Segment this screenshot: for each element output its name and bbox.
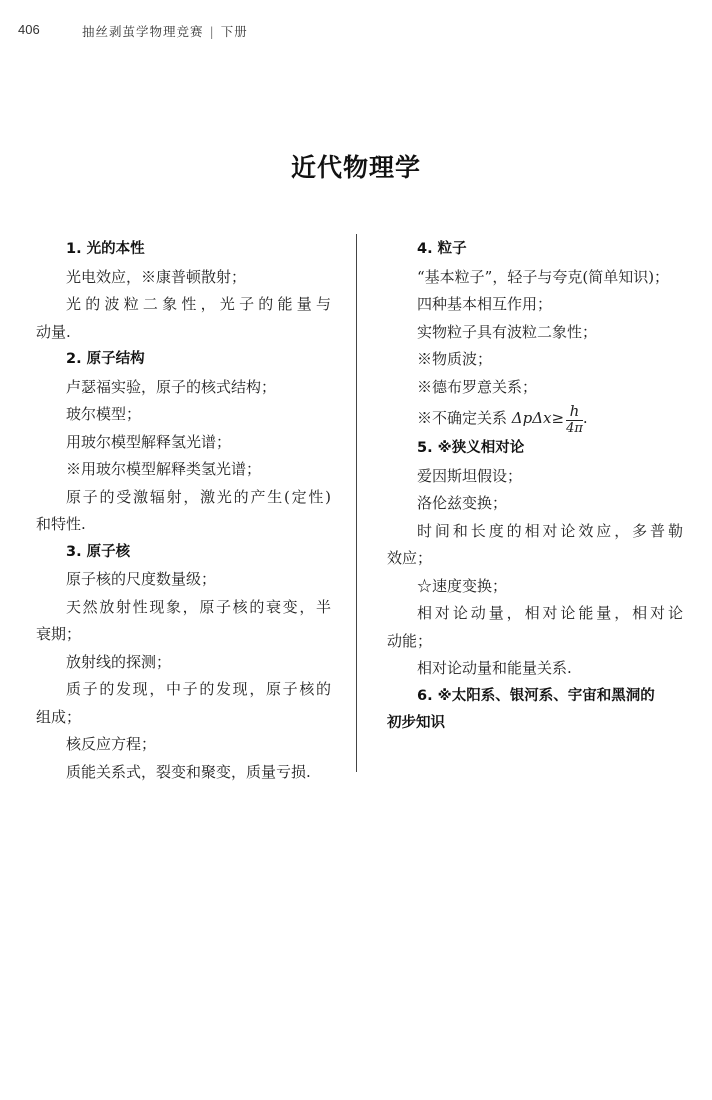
fraction-numerator: h (566, 404, 583, 421)
text-line: 相对论动量和能量关系. (417, 659, 572, 677)
text-line: 玻尔模型； (66, 405, 142, 423)
book-title: 抽丝剥茧学物理竞赛 (82, 24, 204, 39)
text-line: “基本粒子”，轻子与夸克(简单知识)； (417, 267, 670, 286)
formula-prefix: ※不确定关系 (417, 409, 512, 427)
volume-label: 下册 (220, 24, 248, 39)
text-line: ※用玻尔模型解释类氢光谱； (66, 460, 262, 478)
section-heading: 6. ※太阳系、银河系、宇宙和黑洞的 (417, 687, 655, 704)
text-line: 时间和长度的相对论效应，多普勒 (417, 521, 683, 540)
section-heading: 5. ※狭义相对论 (417, 440, 525, 456)
text-line: 天然放射性现象，原子核的衰变，半 (66, 597, 331, 616)
page-number: 406 (18, 22, 40, 37)
uncertainty-relation-line (387, 401, 683, 435)
text-line: 爱因斯坦假设； (417, 466, 523, 485)
text-line: ※德布罗意关系； (417, 377, 538, 396)
formula-relation: ΔpΔx≥ (511, 409, 565, 427)
running-header (82, 22, 248, 40)
header-separator: | (209, 24, 215, 39)
fraction-denominator: 4π (566, 420, 583, 436)
chapter-title: 近代物理学 (290, 153, 421, 182)
column-divider (356, 234, 357, 772)
section-heading-continuation: 初步知识 (387, 715, 445, 731)
section-heading: 3. 原子核 (66, 543, 131, 560)
text-line: 光电效应，※康普顿散射； (66, 267, 247, 286)
text-line: 衰期； (36, 625, 82, 643)
text-line: ☆速度变换； (417, 576, 508, 595)
text-line: ※物质波； (417, 350, 493, 368)
section-heading: 4. 粒子 (417, 241, 467, 257)
text-line: 原子的受激辐射，激光的产生(定性) (66, 487, 331, 506)
text-line: 动量. (36, 322, 71, 341)
text-line: 核反应方程； (66, 735, 157, 753)
text-line: 质子的发现，中子的发现，原子核的 (66, 680, 331, 698)
text-line: 效应； (387, 549, 433, 567)
text-line: 实物粒子具有波粒二象性； (417, 322, 598, 341)
formula-suffix: . (582, 409, 588, 427)
text-line: 光的波粒二象性，光子的能量与 (66, 295, 331, 313)
text-line: 洛伦兹变换； (417, 494, 508, 512)
text-line: 和特性. (36, 515, 86, 533)
section-heading: 1. 光的本性 (66, 241, 145, 257)
text-line: 动能； (387, 631, 433, 650)
text-line: 组成； (36, 707, 82, 726)
text-line: 相对论动量，相对论能量，相对论 (417, 604, 683, 622)
right-column (387, 236, 683, 738)
text-line: 质能关系式，裂变和聚变，质量亏损. (66, 762, 311, 781)
section-heading: 2. 原子结构 (66, 351, 145, 367)
fraction-h-over-4pi (566, 401, 583, 436)
text-line: 四种基本相互作用； (417, 295, 553, 313)
left-column (36, 236, 331, 786)
text-line: 卢瑟福实验，原子的核式结构； (66, 377, 277, 396)
text-line: 用玻尔模型解释氢光谱； (66, 432, 232, 451)
text-line: 原子核的尺度数量级； (66, 570, 217, 588)
text-line: 放射线的探测； (66, 652, 172, 671)
